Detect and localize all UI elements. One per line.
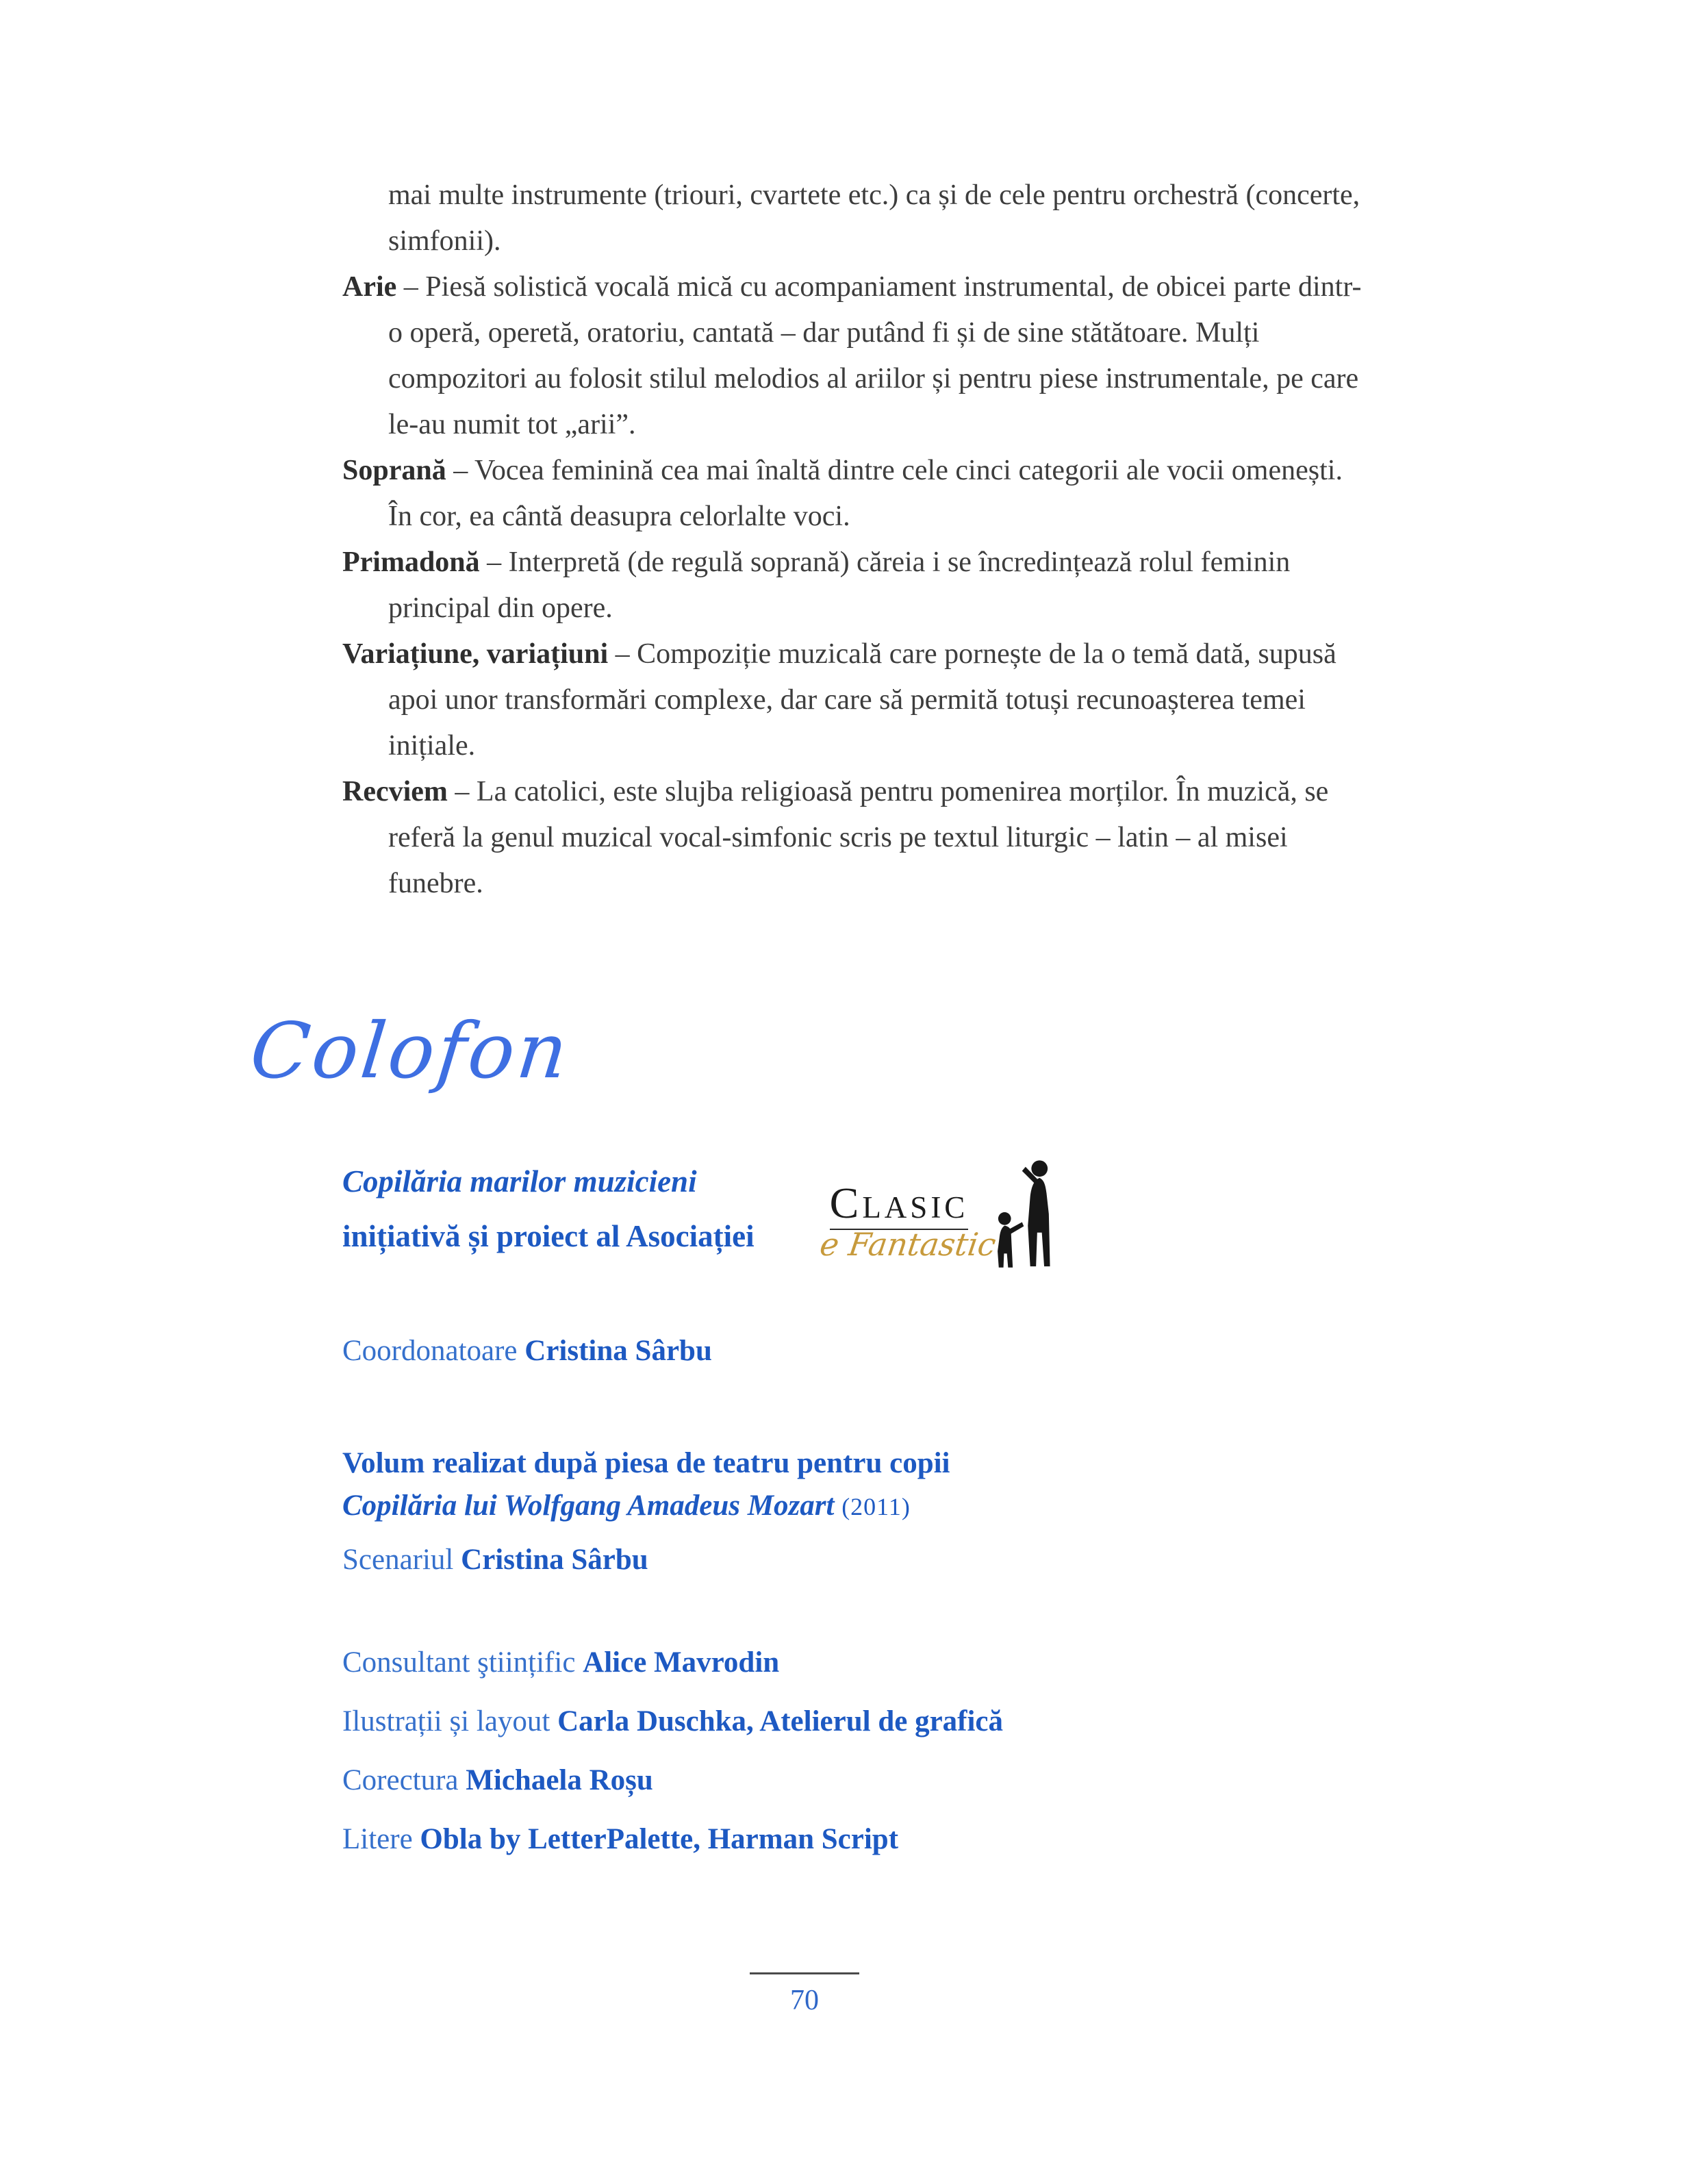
credit-value: Cristina Sârbu [524, 1335, 712, 1368]
glossary-entry-soprana [342, 448, 1369, 540]
glossary-entry-recviem [342, 769, 1369, 907]
project-title: Copilăria marilor muzicieni [342, 1164, 697, 1198]
credit-typefaces [342, 1822, 1369, 1857]
glossary-definition: – Interpretă (de regulă soprană) căreia i se încredințează rolul feminin principal din opere. [388, 547, 1291, 624]
credit-consultant [342, 1646, 1369, 1680]
logo-e-fantastic-text: e Fantastic [817, 1225, 998, 1263]
project-lines [342, 1164, 755, 1254]
glossary-term: Recviem [342, 776, 448, 807]
glossary-term: Soprană [342, 455, 446, 486]
glossary-term: Arie [342, 271, 397, 303]
credit-proofreading [342, 1763, 1369, 1798]
project-subtitle: inițiativă și proiect al Asociației [342, 1218, 755, 1253]
page-footer [462, 1972, 1147, 2017]
glossary-definition: – Piesă solistică vocală mică cu acompaniament instrumental, de obicei parte dintr-o operă, operetă, oratoriu, cantată – dar putând fi și de sine stătătoare. Mulți compozitori au folosit stilul melodios al ariilor și pentru piese instrumentale, pe care le-au numit tot „arii”. [388, 271, 1362, 440]
project-row [342, 1149, 1369, 1268]
credits-block [342, 1646, 1369, 1857]
glossary-definition: – Vocea feminină cea mai înaltă dintre cele cinci categorii ale vocii omenești. În cor, ea cântă deasupra celorlalte voci. [388, 455, 1343, 532]
dancers-silhouette-icon [980, 1158, 1069, 1278]
page-number: 70 [790, 1985, 819, 2016]
glossary-definition: – La catolici, este slujba religioasă pentru pomenirea morților. În muzică, se referă la genul muzical vocal-simfonic scris pe textul liturgic – latin – al misei funebre. [388, 776, 1329, 899]
credit-coordinator [342, 1334, 1369, 1368]
colophon-heading: Colofon [246, 1007, 574, 1096]
credit-value: Obla by LetterPalette, Harman Script [420, 1823, 899, 1856]
footer-rule [750, 1972, 859, 1974]
credit-value: Carla Duschka, Atelierul de grafică [557, 1705, 1004, 1738]
glossary-section [342, 173, 1369, 907]
glossary-definition: – Compoziție muzicală care pornește de la o temă dată, supusă apoi unor transformări complexe, dar care să permită totuși recunoașterea temei inițiale. [388, 638, 1336, 762]
volume-year: (2011) [841, 1493, 911, 1521]
volume-block [342, 1442, 1369, 1577]
credit-label: Consultant ştiințific [342, 1646, 576, 1679]
credit-illustrations [342, 1705, 1369, 1739]
credit-value: Alice Mavrodin [583, 1646, 780, 1679]
credit-label: Corectura [342, 1764, 459, 1797]
credit-label: Coordonatoare [342, 1335, 518, 1368]
credit-label: Ilustrații și layout [342, 1705, 550, 1738]
credit-value: Michaela Roșu [466, 1764, 653, 1797]
credit-label: Litere [342, 1823, 413, 1856]
glossary-continuation-paragraph: mai multe instrumente (triouri, cvartete etc.) ca și de cele pentru orchestră (concerte, simfonii). [388, 179, 1360, 257]
clasic-e-fantastic-logo [817, 1158, 1070, 1278]
volume-title: Copilăria lui Wolfgang Amadeus Mozart [342, 1490, 835, 1522]
glossary-entry-primadona [342, 540, 1369, 631]
glossary-entry-variatiune [342, 631, 1369, 769]
glossary-term: Primadonă [342, 547, 480, 578]
volume-description: Volum realizat după piesa de teatru pentru copii [342, 1447, 950, 1480]
logo-wordmark [817, 1178, 998, 1263]
glossary-term: Variațiune, variațiuni [342, 638, 609, 670]
volume-title-line [342, 1485, 1369, 1528]
credit-scenario [342, 1543, 1369, 1577]
glossary-entry-arie [342, 264, 1369, 448]
credit-value: Cristina Sârbu [461, 1544, 648, 1577]
logo-clasic-text: Clasic [830, 1179, 969, 1230]
credit-label: Scenariul [342, 1544, 454, 1577]
